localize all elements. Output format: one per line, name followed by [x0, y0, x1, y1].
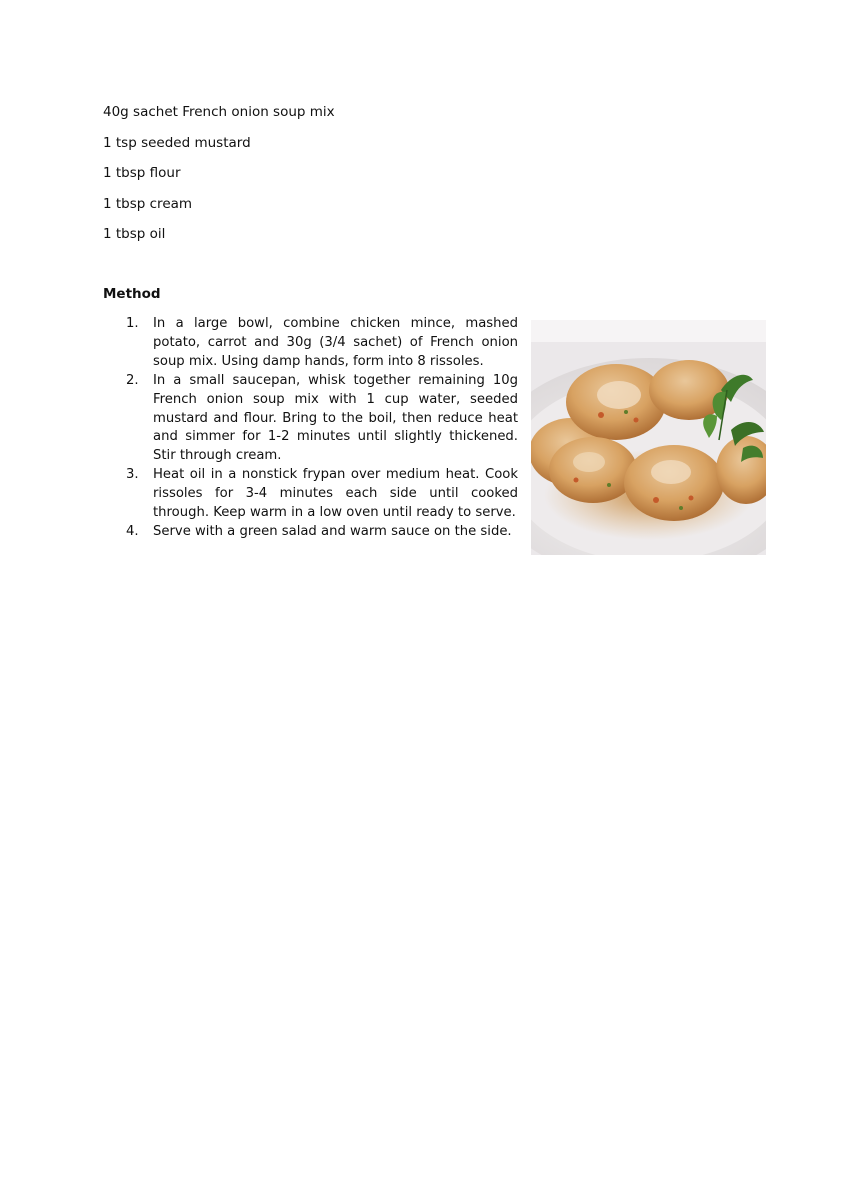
ingredient-item: 1 tsp seeded mustard	[103, 134, 251, 151]
method-heading: Method	[103, 286, 161, 302]
ingredient-list	[103, 102, 335, 255]
step-number: 2.	[126, 372, 139, 388]
method-step	[126, 372, 518, 467]
method-step	[126, 315, 518, 372]
method-step	[126, 466, 518, 523]
step-text: Heat oil in a nonstick frypan over medium heat. Cook rissoles for 3-4 minutes each side until cooked through. Keep warm in a low oven until ready to serve.	[153, 467, 518, 521]
ingredient-item: 40g sachet French onion soup mix	[103, 104, 335, 120]
step-number: 1.	[126, 316, 139, 331]
ingredient-item: 1 tbsp flour	[103, 165, 181, 181]
method-step	[126, 523, 518, 542]
step-text: In a large bowl, combine chicken mince, mashed potato, carrot and 30g (3/4 sachet) of French onion soup mix. Using damp hands, form into 8 rissoles.	[153, 316, 518, 369]
step-text: In a small saucepan, whisk together remaining 10g French onion soup mix with 1 cup water, seeded mustard and flour. Bring to the boil, then reduce heat and simmer for 1-2 minutes until slightly thickened. Stir through cream.	[153, 372, 518, 464]
rissoles-photo	[531, 320, 766, 555]
step-number: 3.	[126, 467, 139, 483]
step-text: Serve with a green salad and warm sauce on the side.	[153, 523, 512, 539]
ingredient-item: 1 tbsp oil	[103, 226, 166, 242]
ingredient-item: 1 tbsp cream	[103, 195, 193, 212]
method-steps	[126, 315, 518, 542]
step-number: 4.	[126, 523, 139, 539]
